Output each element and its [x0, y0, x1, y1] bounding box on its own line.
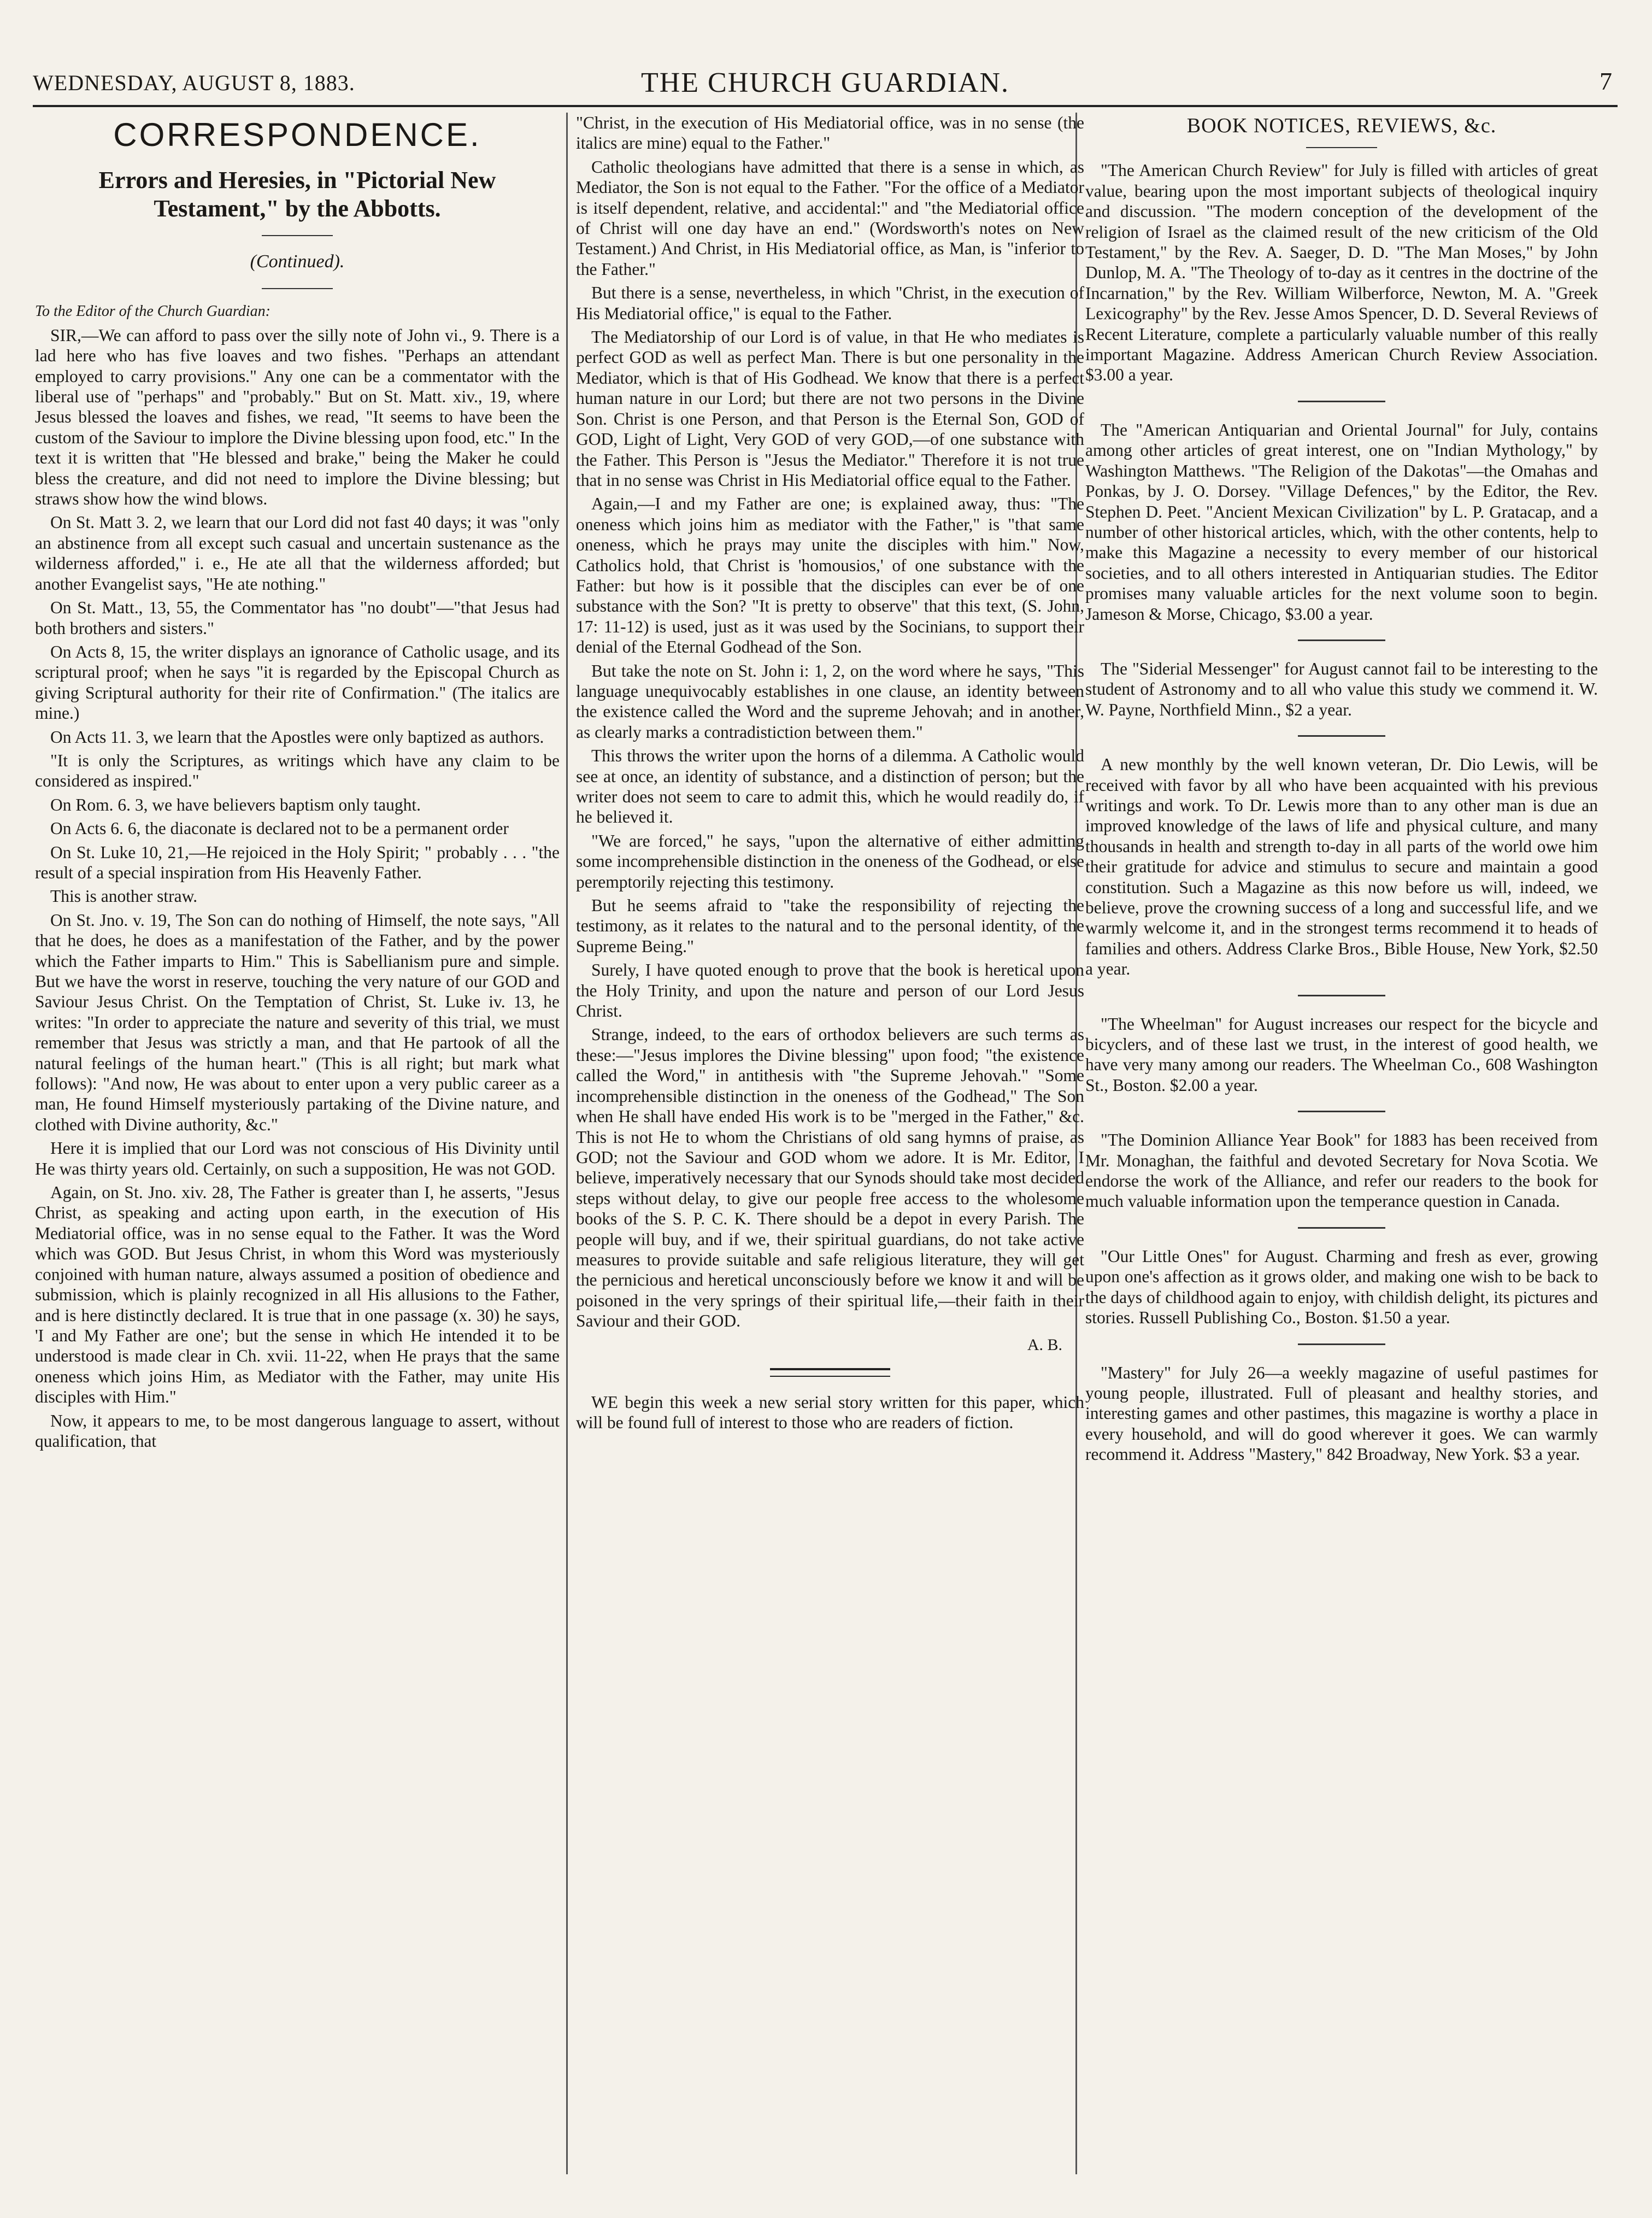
paragraph: Again, on St. Jno. xiv. 28, The Father is greater than I, he asserts, "Jesus Christ, as speaking and acting upon earth, in the execution of His Mediatorial office, was in no sense equal to the Father. It was the Word which was GOD. But Jesus Christ, in whom this Word was mysteriously conjoined with human nature, always assumed a position of obedience and submission, which is plainly recognized in all His allusions to the Father, and is here distinctly declared. It is true that in one passage (x. 30) he says, 'I and My Father are one'; but the sense in which He intended it to be understood is made clear in Ch. xvii. 11-22, when He prays that the same oneness which joins Him, as Mediator with the Father, may unite His disciples with Him."	[35, 1183, 560, 1407]
article-title: Errors and Heresies, in "Pictorial New Testament," by the Abbotts.	[98, 167, 496, 222]
paragraph: This throws the writer upon the horns of a dilemma. A Catholic would see at once, an identity of substance, and a distinction of person; but the writer does not seem to care to admit this, which he would readily do, if he believed it.	[576, 746, 1084, 827]
book-notice: "The Dominion Alliance Year Book" for 1883 has been received from Mr. Monaghan, the faithful and devoted Secretary for Nova Scotia. We endorse the work of the Alliance, and refer our readers to the book for much valuable information upon the temperance question in Canada.	[1085, 1130, 1598, 1211]
divider	[262, 288, 333, 289]
section-title-correspondence: CORRESPONDENCE.	[113, 116, 481, 153]
divider	[1306, 147, 1377, 148]
paragraph: On St. Luke 10, 21,—He rejoiced in the Holy Spirit; " probably . . . "the result of a special inspiration from His Heavenly Father.	[35, 842, 560, 882]
book-notice: "Our Little Ones" for August. Charming and fresh as ever, growing upon one's affection as it grows older, and making one wish to be back to the days of childhood again to enjoy, with childish delight, its pictures and stories. Russell Publishing Co., Boston. $1.50 a year.	[1085, 1246, 1598, 1328]
paragraph: Surely, I have quoted enough to prove that the book is heretical upon the Holy Trinity, and upon the nature and person of our Lord Jesus Christ.	[576, 960, 1084, 1021]
continued-label: (Continued).	[250, 251, 345, 272]
paragraph: On Rom. 6. 3, we have believers baptism only taught.	[50, 795, 421, 814]
column-1	[35, 113, 560, 2174]
paragraph: On St. Matt 3. 2, we learn that our Lord did not fast 40 days; it was "only an abstinence from all except such casual and uncertain sustenance as the wilderness afforded," i. e., He ate all that the wilderness afforded; but another Evangelist says, "He ate nothing."	[35, 513, 560, 594]
paragraph: But there is a sense, nevertheless, in which "Christ, in the execution of His Mediatorial office," is equal to the Father.	[576, 283, 1084, 323]
divider	[1298, 639, 1385, 641]
paragraph: Strange, indeed, to the ears of orthodox believers are such terms as these:—"Jesus implores the Divine blessing" upon food; "the existence called the Word," in antithesis with "the Supreme Jehovah." "Some incomprehensible distinction in the oneness of the Godhead," The Son when He shall have ended His work is to be "merged in the Father," &c. This is not He to whom the Christians of old sang hymns of praise, as GOD; not the Saviour and GOD whom we adore. It is Mr. Editor, I believe, imperatively necessary that our Synods should take most decided steps without delay, to give our people free access to the wholesome books of the S. P. C. K. There should be a depot in every Parish. The people will buy, and if we, their spiritual guardians, do not take active measures to provide suitable and safe religious literature, they will get the pernicious and heretical unconsciously before we know it and will be poisoned in the very springs of their spiritual life,—their faith in their Saviour and their GOD.	[576, 1025, 1084, 1331]
divider	[1298, 401, 1385, 402]
paragraph: On Acts 8, 15, the writer displays an ignorance of Catholic usage, and its scriptural proof; when he says "it is regarded by the Episcopal Church as giving Scriptural authority for their rite of Confirmation." (The italics are mine.)	[35, 642, 560, 723]
book-notice: The "American Antiquarian and Oriental Journal" for July, contains among other articles of great interest, one on "Indian Mythology," by Washington Matthews. "The Religion of the Dakotas"—the Omahas and Ponkas, by J. O. Dorsey. "Village Defences," by the Editor, the Rev. Stephen D. Peet. "Ancient Mexican Civilization" by L. P. Gratacap, and a number of other historical articles, which, with the other contents, help to make this Magazine a necessity to every member of our historical societies, and to all others interested in Antiquarian studies. The Editor promises many valuable articles for the next volume soon to begin. Jameson & Morse, Chicago, $3.00 a year.	[1085, 420, 1598, 624]
paragraph: "Christ, in the execution of His Mediatorial office, was in no sense (the italics are mine) equal to the Father."	[576, 113, 1084, 153]
newspaper-title: THE CHURCH GUARDIAN.	[640, 67, 1010, 98]
divider	[262, 235, 333, 236]
column-2	[576, 113, 1084, 2174]
paragraph: SIR,—We can afford to pass over the silly note of John vi., 9. There is a lad here who has five loaves and two fishes. "Perhaps an attendant employed to carry provisions." Any one can be a commentator with the liberal use of "perhaps" and "probably." But on St. Matt. xiv., 19, where Jesus blessed the loaves and fishes, we read, "It seems to have been the custom of the Saviour to implore the Divine blessing upon food, etc." In the text it is written that "He blessed and brake," being the Maker he could bless the creature, and did not need to implore the Divine blessing; but straws show how the wind blows.	[35, 325, 560, 509]
double-divider	[770, 1368, 890, 1377]
paragraph: Now, it appears to me, to be most dangerous language to assert, without qualification, that	[35, 1411, 560, 1451]
header-date: WEDNESDAY, AUGUST 8, 1883.	[33, 71, 355, 95]
paragraph: But take the note on St. John i: 1, 2, on the word where he says, "This language unequivocably establishes in one clause, an identity between the existence called the Word and the supreme Jehovah; and in another, as clearly marks a contradistiction between them."	[576, 661, 1084, 742]
divider	[1298, 995, 1385, 996]
paragraph: On St. Matt., 13, 55, the Commentator has "no doubt"—"that Jesus had both brothers and sisters."	[35, 598, 560, 638]
salutation: To the Editor of the Church Guardian:	[35, 303, 271, 320]
divider	[1298, 1343, 1385, 1345]
letter-body-part-1	[35, 325, 560, 1452]
paragraph: On Acts 6. 6, the diaconate is declared not to be a permanent order	[50, 819, 509, 838]
letter-body-part-2	[576, 113, 1084, 1331]
paragraph: Again,—I and my Father are one; is explained away, thus: "The oneness which joins him as mediator with the Father," is "that same oneness, which he prays may unite the disciples with him." Now, Catholics hold, that Christ is 'homousios,' of one substance with the Father: but how is it possible that the disciples can ever be of one substance with the Son? "It is pretty to observe" that this text, (S. John, 17: 11-12) is used, just as it was used by the Socinians, to support their denial of the Eternal Godhead of the Son.	[576, 494, 1084, 657]
paragraph: But he seems afraid to "take the responsibility of rejecting the testimony, as it relates to the natural and to the personal identity, of the Supreme Being."	[576, 896, 1084, 956]
book-notice: "The American Church Review" for July is filled with articles of great value, bearing upon the most important subjects of theological inquiry and discussion. "The modern conception of the development of the religion of Israel as the claimed result of the new criticism of the Old Testament," by the Rev. A. Saeger, D. D. "The Man Moses," by John Dunlop, M. A. "The Theology of to-day as it centres in the doctrine of the Incarnation," by the Rev. William Wilberforce, Newton, M. A. "Greek Lexicography" by the Rev. Jesse Amos Spencer, D. D. Several Reviews of Recent Literature, complete a particularly valuable number of this really important Magazine. Address American Church Review Association. $3.00 a year.	[1085, 161, 1598, 385]
section-title-book-notices: BOOK NOTICES, REVIEWS, &c.	[1186, 114, 1497, 137]
serial-story-notice: WE begin this week a new serial story written for this paper, which will be found full of interest to those who are readers of fiction.	[576, 1392, 1084, 1433]
divider	[1298, 1227, 1385, 1229]
page-number: 7	[1600, 67, 1612, 95]
book-notice: "The Wheelman" for August increases our respect for the bicycle and bicyclers, and of these last we trust, in the interest of good health, we have very many among our readers. The Wheelman Co., 608 Washington St., Boston. $2.00 a year.	[1085, 1014, 1598, 1095]
divider	[1298, 735, 1385, 737]
paragraph: "We are forced," he says, "upon the alternative of either admitting some incomprehensible distinction in the oneness of the Godhead, or else peremptorily rejecting this testimony.	[576, 831, 1084, 891]
paragraph: This is another straw.	[50, 887, 198, 906]
divider	[1298, 1111, 1385, 1112]
book-notice: The "Siderial Messenger" for August cannot fail to be interesting to the student of Astronomy and to all who value this study we commend it. W. W. Payne, Northfield Minn., $2 a year.	[1085, 659, 1598, 719]
letter-signature: A. B.	[1027, 1335, 1062, 1354]
book-notice: "Mastery" for July 26—a weekly magazine of useful pastimes for young people, illustrated. Full of pleasant and healthy stories, and interesting games and other pastimes, this magazine is worthy a place in every household, and will do good wherever it goes. We can warmly recommend it. Address "Mastery," 842 Broadway, New York. $3 a year.	[1085, 1363, 1598, 1464]
paragraph: On St. Jno. v. 19, The Son can do nothing of Himself, the note says, "All that he does, he does as a manifestation of the Father, and by the power which the Father imparts to Him." This is Sabellianism pure and simple. But we have the worst in reserve, touching the very nature of our GOD and Saviour Jesus Christ. On the Temptation of Christ, St. Luke iv. 13, he writes: "In order to appreciate the nature and severity of this trial, we must remember that Jesus was strictly a man, and that He partook of all the natural feelings of the human heart." (This is all right; but mark what follows): "And now, He was about to enter upon a very public career as a man, He found Himself mysteriously partaking of the Divine nature, and clothed with Divine authority, &c."	[35, 910, 560, 1134]
column-rule-1	[566, 113, 568, 2174]
paragraph: Catholic theologians have admitted that there is a sense in which, as Mediator, the Son is not equal to the Father. "For the office of a Mediator is itself dependent, relative, and accidental:" and "the Mediatorial office of Christ will one day have an end." (Wordsworth's notes on New Testament.) And Christ, in His Mediatorial office, as Man, is "inferior to the Father."	[576, 157, 1084, 279]
column-3	[1085, 113, 1598, 2174]
page-header	[33, 66, 1618, 107]
paragraph: The Mediatorship of our Lord is of value, in that He who mediates is perfect GOD as well as perfect Man. There is but one personality in the Mediator, which is that of His Godhead. We know that there is a perfect human nature in our Lord; but there are not two persons in the Divine Son. Christ is one Person, and that Person is the Eternal Son, GOD of GOD, Light of Light, Very GOD of very GOD,—of one substance with the Father. This Person is "Jesus the Mediator." Therefore it is not true that in no sense was Christ in His Mediatorial office equal to the Father.	[576, 327, 1084, 490]
paragraph: "It is only the Scriptures, as writings which have any claim to be considered as inspired."	[35, 750, 560, 791]
paragraph: Here it is implied that our Lord was not conscious of His Divinity until He was thirty years old. Certainly, on such a supposition, He was not GOD.	[35, 1139, 560, 1178]
book-notice: A new monthly by the well known veteran, Dr. Dio Lewis, will be received with favor by all who have been acquainted with his previous writings and work. To Dr. Lewis more than to any other man is due an improved knowledge of the laws of life and physical culture, and many thousands in health and strength to-day in all parts of the world owe him their gratitude for advice and stimulus to secure and maintain a good constitution. Such a Magazine as this now before us will, indeed, we believe, prove the crowning success of a long and successful life, and we warmly welcome it, and in the strongest terms recommend it to heads of families and others. Address Clarke Bros., Bible House, New York, $2.50 a year.	[1085, 755, 1598, 979]
paragraph: On Acts 11. 3, we learn that the Apostles were only baptized as authors.	[50, 727, 544, 747]
